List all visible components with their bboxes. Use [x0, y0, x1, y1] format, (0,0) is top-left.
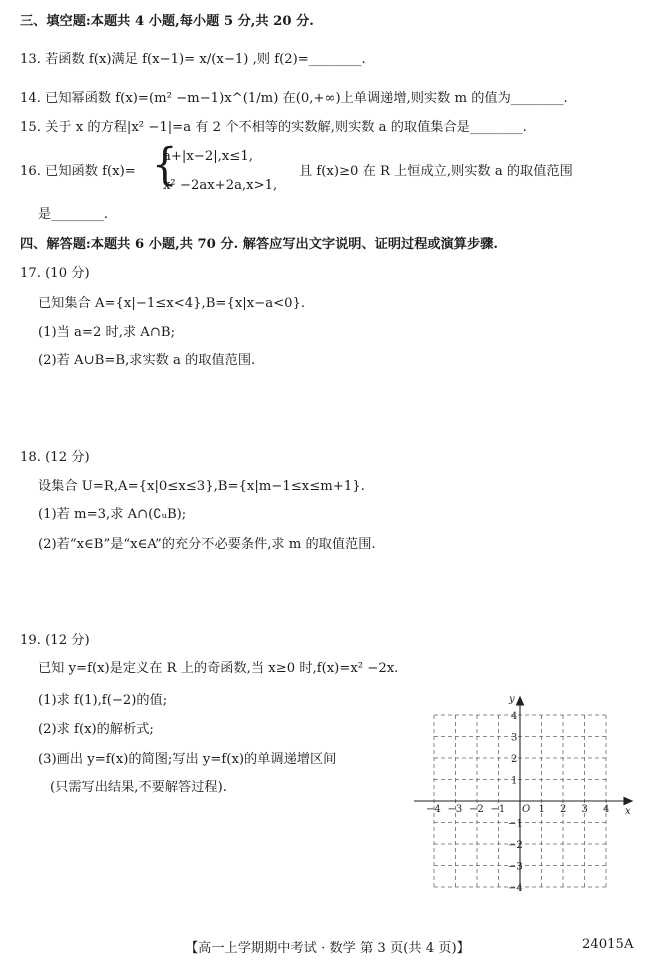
- question-17-header: 17. (10 分): [20, 266, 90, 281]
- question-16-case-2: x² −2ax+2a,x>1,: [163, 178, 278, 193]
- x-tick-labels: [426, 804, 609, 815]
- x-tick-label: 4: [603, 804, 610, 815]
- question-16-case-1: a+|x−2|,x≤1,: [163, 149, 253, 164]
- y-axis-arrow-icon: [517, 697, 524, 705]
- section-4-title: 四、解答题:本题共 6 小题,共 70 分. 解答应写出文字说明、证明过程或演算步骤.: [20, 237, 498, 252]
- question-16-end: 是________.: [38, 207, 109, 222]
- y-axis-label: y: [509, 694, 515, 705]
- footer-title: 【高一上学期期中考试 · 数学 第 3 页(共 4 页)】: [185, 941, 470, 956]
- question-16-tail: 且 f(x)≥0 在 R 上恒成立,则实数 a 的取值范围: [299, 164, 573, 179]
- question-17-part-2: (2)若 A∪B=B,求实数 a 的取值范围.: [38, 353, 256, 368]
- x-tick-label: 2: [560, 804, 567, 815]
- question-19-part-3: (3)画出 y=f(x)的简图;写出 y=f(x)的单调递增区间: [38, 752, 337, 767]
- axes: [414, 697, 632, 890]
- question-18-part-1: (1)若 m=3,求 A∩(∁ᵤB);: [38, 507, 187, 522]
- question-15: 15. 关于 x 的方程|x² −1|=a 有 2 个不相等的实数解,则实数 a 的取值集合是________.: [20, 120, 527, 135]
- footer-code: 24015A: [582, 937, 634, 952]
- section-3-title: 三、填空题:本题共 4 小题,每小题 5 分,共 20 分.: [20, 14, 314, 29]
- question-19-part-2: (2)求 f(x)的解析式;: [38, 722, 154, 737]
- y-tick-label: −4: [508, 883, 523, 894]
- y-tick-label: 3: [511, 732, 518, 744]
- question-19-part-1: (1)求 f(1),f(−2)的值;: [38, 693, 168, 708]
- question-16-intro: 16. 已知函数 f(x)=: [20, 164, 136, 179]
- question-17-stem: 已知集合 A={x|−1≤x<4},B={x|x−a<0}.: [38, 296, 306, 311]
- y-tick-label: −1: [508, 818, 523, 830]
- x-tick-label: −4: [426, 804, 441, 815]
- question-18-header: 18. (12 分): [20, 450, 90, 465]
- question-19-header: 19. (12 分): [20, 633, 90, 648]
- x-tick-label: 3: [581, 804, 588, 815]
- question-18-stem: 设集合 U=R,A={x|0≤x≤3},B={x|m−1≤x≤m+1}.: [38, 479, 365, 494]
- x-tick-label: −2: [469, 804, 484, 815]
- origin-label: O: [522, 804, 531, 815]
- question-18-part-2: (2)若“x∈B”是“x∈A”的充分不必要条件,求 m 的取值范围.: [38, 537, 376, 552]
- y-tick-label: 1: [511, 775, 518, 787]
- y-tick-label: 2: [511, 754, 518, 765]
- x-tick-label: −3: [447, 804, 463, 815]
- y-tick-label: −3: [508, 861, 523, 873]
- y-tick-labels: [508, 711, 523, 894]
- y-tick-label: 4: [511, 711, 518, 722]
- y-tick-label: −2: [508, 840, 523, 851]
- piecewise-brace: {: [152, 139, 178, 191]
- grid-lines: [434, 715, 606, 887]
- question-19-part-3-note: (只需写出结果,不要解答过程).: [50, 780, 227, 795]
- x-tick-label: 1: [538, 804, 545, 815]
- x-axis-arrow-icon: [624, 798, 632, 805]
- question-13: 13. 若函数 f(x)满足 f(x−1)= x/(x−1) ,则 f(2)=________.: [20, 52, 366, 67]
- question-14: 14. 已知幂函数 f(x)=(m² −m−1)x^(1/m) 在(0,+∞)上单调递增,则实数 m 的值为________.: [20, 91, 568, 106]
- question-17-part-1: (1)当 a=2 时,求 A∩B;: [38, 325, 176, 340]
- question-19-stem: 已知 y=f(x)是定义在 R 上的奇函数,当 x≥0 时,f(x)=x² −2x.: [38, 661, 399, 676]
- x-tick-label: −1: [490, 804, 506, 815]
- x-axis-label: x: [625, 806, 631, 817]
